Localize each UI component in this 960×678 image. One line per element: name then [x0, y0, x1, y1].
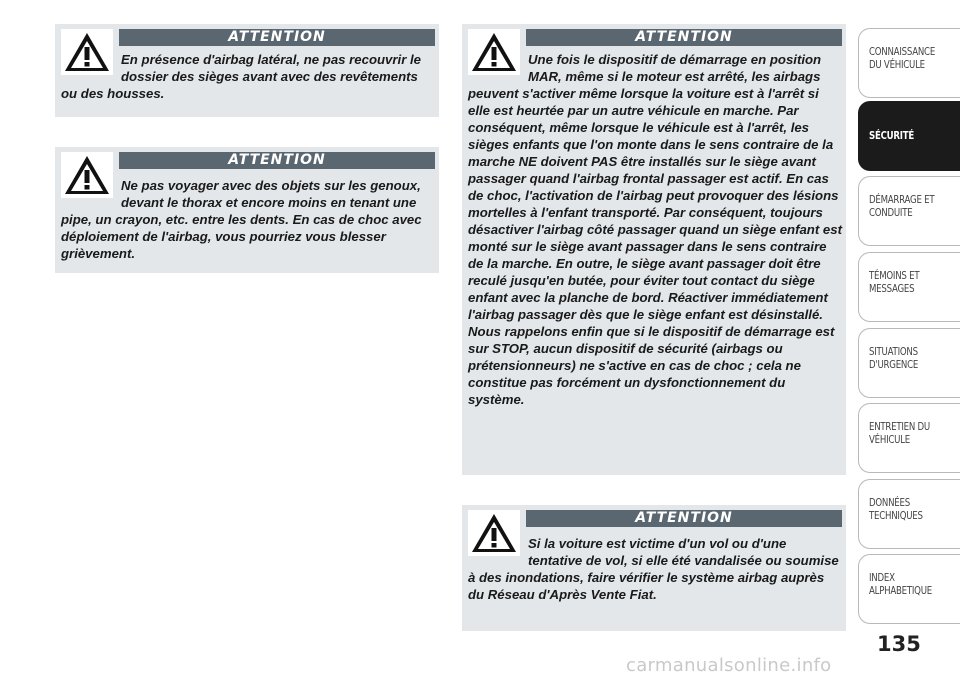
- watermark: carmanualsonline.info: [626, 655, 832, 676]
- warning-text: Une fois le dispositif de démarrage en position MAR, même si le moteur est arrêté, les airbags peuvent s'activer même lorsque la voiture est à l'arrêt si elle est heurtée par un autre véhicule en marche. Par conséquent, même lorsque le véhicule est à l'arrêt, les sièges enfants que l'on monte dans le sens contraire de la marche NE doivent PAS être installés sur le siège avant passager quand l'airbag frontal passager est actif. En cas de choc, l'activation de l'airbag peut provoquer des lésions mortelles à l'enfant transporté. Par conséquent, toujours désactiver l'airbag côté passager quand un siège enfant est monté sur le siège avant passager dans le sens contraire de la marche. En outre, le siège avant passager doit être reculé jusqu'en butée, pour éviter tout contact du siège enfant avec la planche de bord. Réactiver immédiatement l'airbag passager dès que le siège enfant est désinstallé. Nous rappelons enfin que si le dispositif de démarrage est sur STOP, aucun dispositif de sécurité (airbags ou prétensionneurs) ne s'active en cas de choc ; cela ne constitue pas forcément un dysfonctionnement du système.: [468, 52, 842, 407]
- warning-box-2: [55, 147, 439, 273]
- warning-box-1: [55, 24, 439, 117]
- warning-text: Ne pas voyager avec des objets sur les genoux, devant le thorax et encore moins en tenant une pipe, un crayon, etc. entre les dents. En cas de choc avec déploiement de l'airbag, vous pourriez vous blesser grièvement.: [61, 178, 422, 261]
- attention-heading: ATTENTION: [119, 29, 435, 46]
- attention-heading: ATTENTION: [119, 152, 435, 169]
- tab-connaissance-du-vehicule[interactable]: CONNAISSANCE DU VÉHICULE: [858, 28, 960, 98]
- tab-securite[interactable]: SÉCURITÉ: [858, 101, 960, 171]
- page-number: 135: [877, 632, 921, 656]
- tab-entretien-du-vehicule[interactable]: ENTRETIEN DU VÉHICULE: [858, 403, 960, 473]
- tab-situations-d-urgence[interactable]: SITUATIONS D'URGENCE: [858, 328, 960, 398]
- tab-donnees-techniques[interactable]: DONNÉES TECHNIQUES: [858, 479, 960, 549]
- tab-demarrage-et-conduite[interactable]: DÉMARRAGE ET CONDUITE: [858, 176, 960, 246]
- attention-heading: ATTENTION: [526, 29, 842, 46]
- tab-index-alphabetique[interactable]: INDEX ALPHABETIQUE: [858, 554, 960, 624]
- tab-temoins-et-messages[interactable]: TÉMOINS ET MESSAGES: [858, 252, 960, 322]
- warning-text: Si la voiture est victime d'un vol ou d'une tentative de vol, si elle été vandalisée ou soumise à des inondations, faire vérifier le système airbag auprès du Réseau d'Après Vente Fiat.: [468, 536, 839, 602]
- chapter-nav: [858, 0, 960, 630]
- attention-heading: ATTENTION: [526, 510, 842, 527]
- warning-box-4: [462, 505, 846, 631]
- warning-box-3: [462, 24, 846, 475]
- warning-text: En présence d'airbag latéral, ne pas recouvrir le dossier des sièges avant avec des revêtements ou des housses.: [61, 52, 421, 101]
